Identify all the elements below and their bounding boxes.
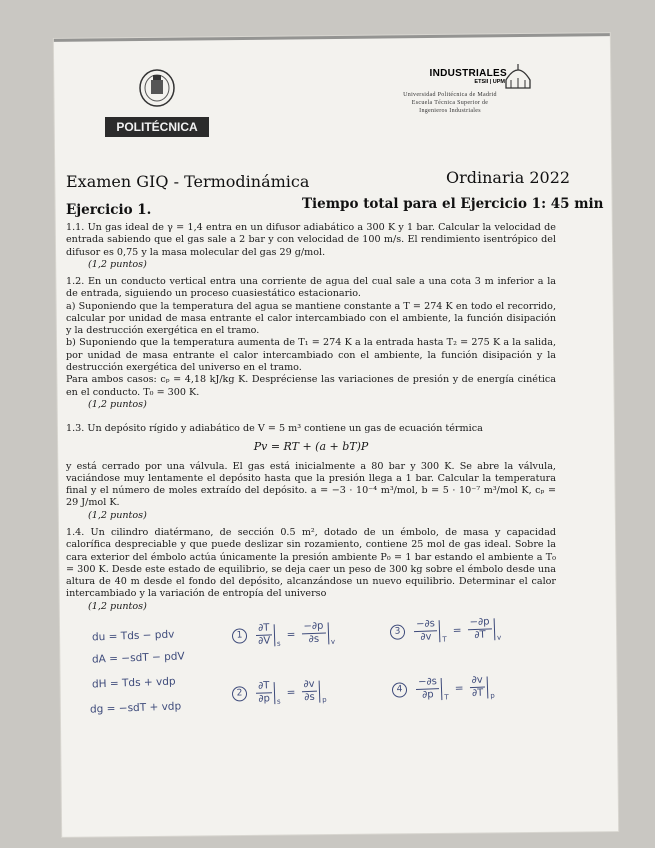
- upm-logo: [98, 68, 216, 137]
- problem-points: (1,2 puntos): [88, 258, 147, 270]
- lhs-den: ∂p: [421, 689, 434, 701]
- maxwell-relation-2: 2 $\frac{\partial T}{\partial p}$ $_s$ = $\frac{\partial v}{\partial s}$ $_p$: [232, 678, 327, 707]
- exercise-title: Ejercicio 1.: [66, 202, 152, 218]
- problem-points: (1,2 puntos): [88, 600, 147, 612]
- maxwell-relation-4: 4 $\frac{-\partial s}{\partial p}$ $_T$ = $\frac{\partial v}{\partial T}$ $_p$: [392, 674, 495, 703]
- industriales-sub: ETSII | UPM: [474, 79, 505, 85]
- lhs-num: −∂s: [414, 618, 437, 632]
- rhs-den: ∂s: [304, 691, 315, 704]
- lhs-sub: T: [442, 635, 447, 644]
- problem-1-4: [66, 527, 556, 613]
- industriales-logo: [365, 68, 535, 115]
- rhs-sub: v: [330, 637, 336, 646]
- handwritten-eq-h: dH = Tds + vdp: [91, 675, 176, 691]
- problem-part-b: b) Suponiendo que la temperatura aumenta de T₁ = 274 K a la entrada hasta T₂ = 275 K a la salida, por unidad de masa entrante el calor intercambiado con el ambiente, la función disipación y la destrucción exergética del universo en el tramo.: [66, 337, 556, 374]
- handwritten-eq-g: dg = −sdT + vdp: [89, 700, 182, 716]
- problem-1-3: [66, 423, 556, 522]
- rhs-sub: v: [496, 633, 502, 642]
- lhs-num: −∂s: [416, 676, 439, 690]
- relation-number: 1: [232, 628, 248, 644]
- upm-logo-text: POLITÉCNICA: [105, 117, 209, 137]
- rhs-num: −∂p: [467, 616, 491, 630]
- university-crest-icon: [138, 68, 176, 108]
- maxwell-relation-1: 1 $\frac{\partial T}{\partial V}$ $_s$ = $\frac{-\partial p}{\partial s}$ $_v$: [232, 620, 336, 649]
- rhs-den: ∂T: [471, 687, 484, 699]
- scan-top-edge: [54, 33, 610, 42]
- problem-1-2: [66, 276, 556, 411]
- rhs-den: ∂s: [308, 633, 320, 646]
- lhs-num: ∂T: [256, 680, 272, 694]
- rhs-sub: p: [322, 695, 327, 705]
- problem-text: 1.4. Un cilindro diatérmano, de sección 0.5 m², dotado de un émbolo, de masa y capacidad calorífica despreciable y que puede deslizar sin rozamiento, contiene 25 mol de gas ideal. Sobre la cara exterior del émbolo actúa únicamente la presión ambiente P₀ = 1 bar estando el ambiente a T₀ = 300 K. Desde este estado de equilibrio, se deja caer un peso de 300 kg sobre el émbolo desde una altura de 40 m desde el fondo del depósito, alcanzándose un nuevo equilibrio. Determinar el calor intercambiado y la variación de entropía del universo: [66, 527, 556, 600]
- problem-1-1: [66, 222, 556, 271]
- rhs-sub: p: [490, 691, 495, 700]
- lhs-num: ∂T: [256, 622, 272, 636]
- problem-points: (1,2 puntos): [88, 509, 147, 521]
- rhs-num: ∂v: [469, 675, 485, 689]
- problem-points: (1,2 puntos): [88, 398, 147, 410]
- industriales-address: [365, 91, 535, 115]
- rhs-num: −∂p: [301, 621, 325, 635]
- lhs-den: ∂p: [258, 693, 271, 705]
- relation-number: 4: [392, 682, 408, 698]
- relation-number: 2: [232, 686, 248, 702]
- lhs-sub: T: [444, 693, 449, 702]
- dome-icon: [503, 64, 533, 90]
- address-line: Ingenieros Industriales: [419, 108, 481, 114]
- industriales-name: INDUSTRIALES: [429, 68, 507, 79]
- exam-session: Ordinaria 2022: [446, 168, 571, 187]
- maxwell-relation-3: 3 $\frac{-\partial s}{\partial v}$ $_T$ = $\frac{-\partial p}{\partial T}$ $_v$: [390, 616, 502, 645]
- handwritten-eq-a: dA = −sdT − pdV: [91, 650, 185, 666]
- exercise-time: Tiempo total para el Ejercicio 1: 45 min: [302, 196, 604, 212]
- rhs-num: ∂v: [301, 679, 317, 693]
- problem-text: 1.2. En un conducto vertical entra una corriente de agua del cual sale a una cota 3 m inferior a la de entrada, siguiendo un proceso cuasiestático estacionario.: [66, 276, 556, 300]
- rhs-den: ∂T: [474, 629, 486, 641]
- handwritten-eq-u: du = Tds − pdv: [91, 628, 175, 644]
- problem-body: y está cerrado por una válvula. El gas está inicialmente a 80 bar y 300 K. Se abre la válvula, vaciándose muy lentamente el depósito hasta que la presión llega a 1 bar. Calcular la temperatura final y el número de moles extraído del depósito. a = −3 · 10⁻⁴ m³/mol, b = 5 · 10⁻⁷ m³/mol K, cₚ = 29 J/mol K.: [66, 460, 556, 509]
- address-line: Universidad Politécnica de Madrid: [403, 92, 497, 98]
- exam-title: Examen GIQ - Termodinámica: [66, 172, 310, 191]
- problem-text: 1.3. Un depósito rígido y adiabático de V = 5 m³ contiene un gas de ecuación térmica: [66, 423, 483, 434]
- problem-text: 1.1. Un gas ideal de γ = 1,4 entra en un difusor adiabático a 300 K y 1 bar. Calcular la velocidad de entrada sabiendo que el gas sale a 2 bar y con velocidad de 100 m/s. El rendimiento isentrópico del difusor es 0,75 y la masa molecular del gas 29 g/mol.: [66, 222, 556, 258]
- lhs-den: ∂v: [420, 631, 432, 643]
- lhs-sub: s: [276, 639, 281, 648]
- problem-common: Para ambos casos: cₚ = 4,18 kJ/kg K. Despréciense las variaciones de presión y de energía cinética en el conducto. T₀ = 300 K.: [66, 374, 556, 398]
- relation-number: 3: [390, 624, 406, 640]
- equation-of-state: Pv = RT + (a + bT)P: [253, 440, 369, 454]
- problem-part-a: a) Suponiendo que la temperatura del agua se mantiene constante a T = 274 K en todo el recorrido, calcular por unidad de masa entrante el calor intercambiado con el ambiente, la función disipación y la destrucción exergética en el tramo.: [66, 300, 556, 337]
- address-line: Escuela Técnica Superior de: [411, 100, 489, 106]
- lhs-sub: s: [276, 697, 281, 706]
- lhs-den: ∂V: [257, 635, 271, 647]
